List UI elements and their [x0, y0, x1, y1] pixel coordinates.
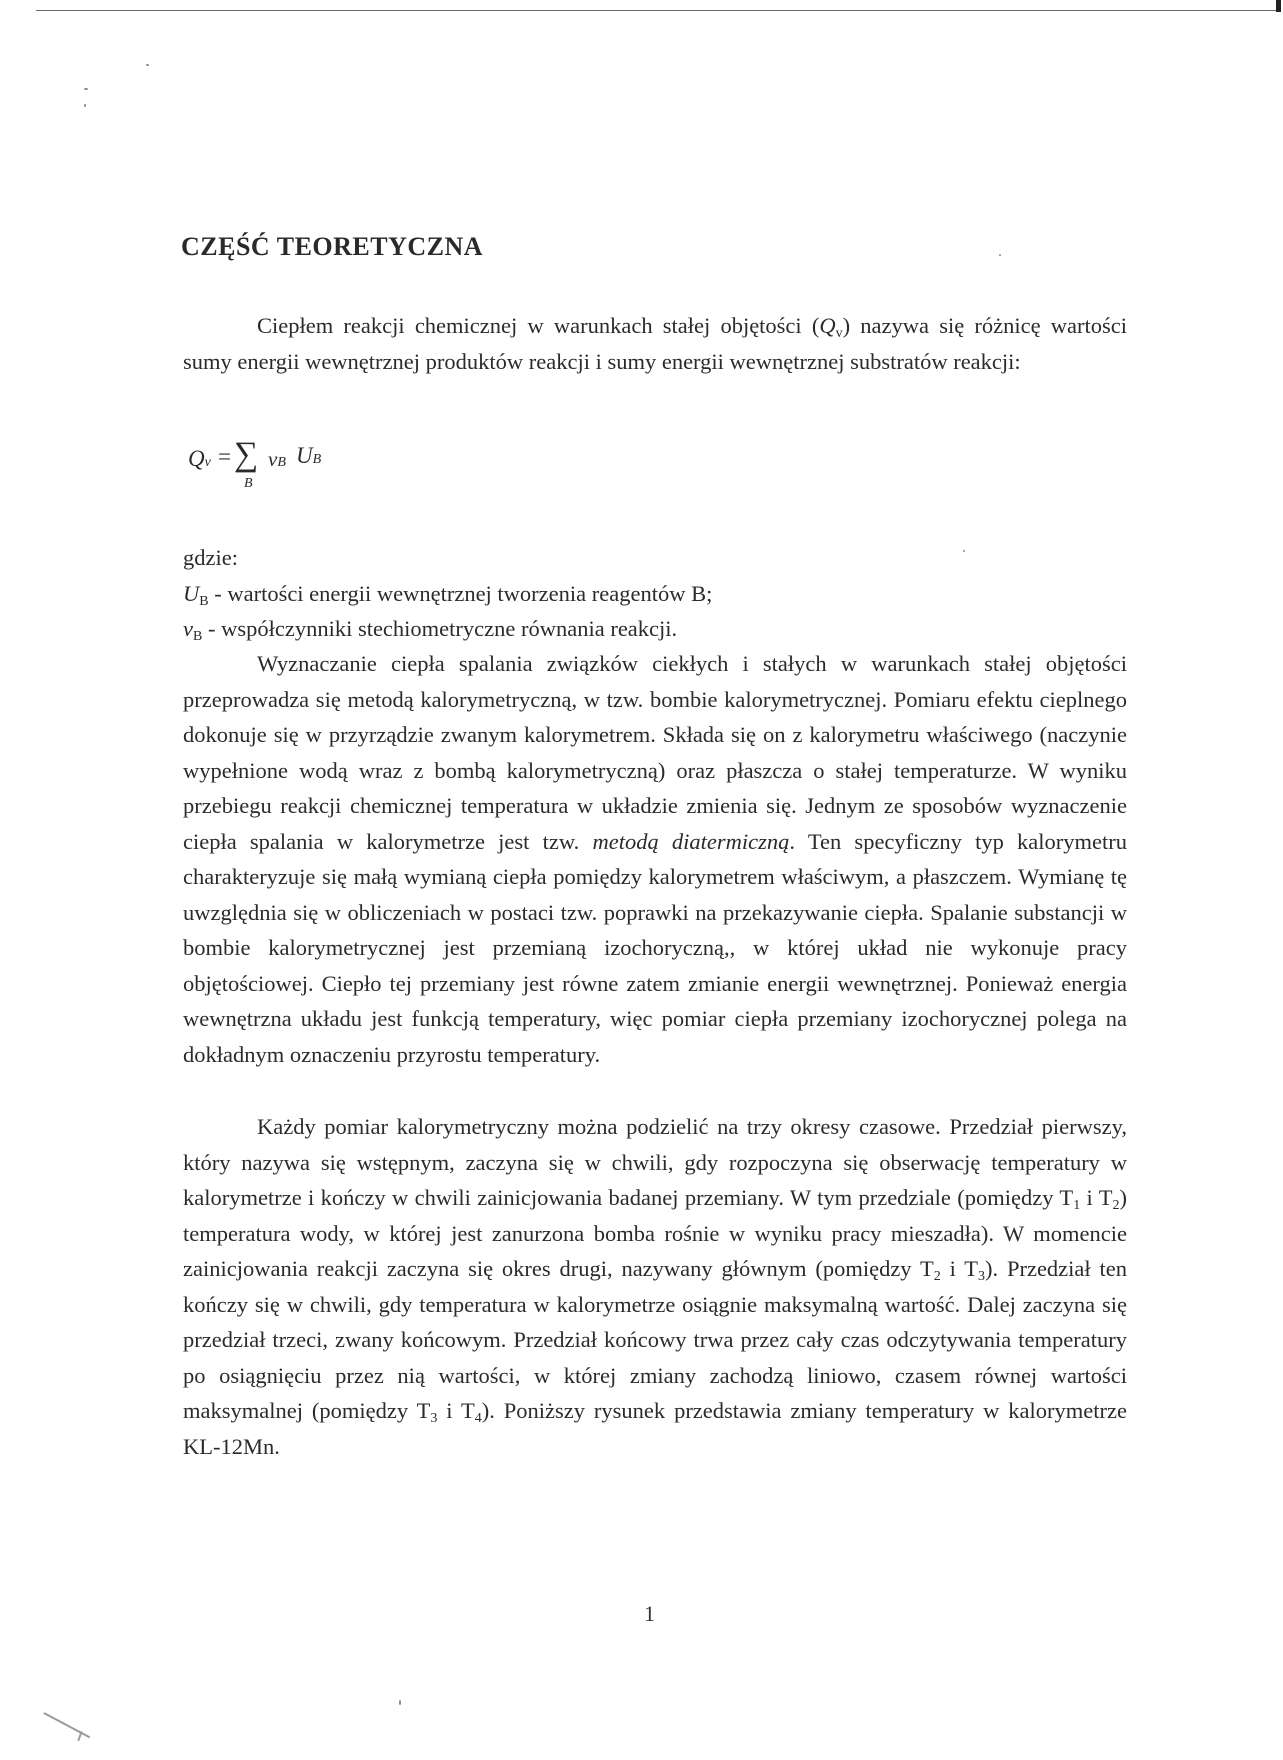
definition-nu-subscript: B	[193, 629, 203, 644]
scan-speck	[84, 88, 88, 90]
periods-and-2: i T	[940, 1256, 978, 1281]
subscript-t3: 3	[978, 1269, 985, 1284]
periods-text-1: Każdy pomiar kalorymetryczny można podzielić na trzy okresy czasowe. Przedział pierwszy, który nazywa się wstępnym, zaczyna się w chwili, gdy rozpoczyna się obserwację temperatury w kalorymetrze i kończy w chwili zainicjowania badanej przemiany. W tym przedziale (pomiędzy T	[183, 1114, 1127, 1210]
formula-sum-sign: ∑	[234, 436, 259, 473]
calorimetry-text-before: Wyznaczanie ciepła spalania związków ciekłych i stałych w warunkach stałej objętości przeprowadza się metodą kalorymetryczną, w tzw. bombie kalorymetrycznej. Pomiaru efektu cieplnego dokonuje się w przyrządzie zwanym kalorymetrem. Składa się on z kalorymetru właściwego (naczynie wypełnione wodą wraz z bombą kalorymetryczną) oraz płaszcza o stałej temperaturze. W wyniku przebiegu reakcji chemicznej temperatura w układzie zmienia się. Jednym ze sposobów wyznaczenie ciepła spalania w kalorymetrze jest tzw.	[183, 651, 1127, 854]
subscript-t4: 4	[474, 1411, 482, 1426]
definition-nu-symbol: ν	[183, 616, 193, 641]
scan-speck	[146, 64, 149, 66]
periods-and-3: i T	[437, 1398, 475, 1423]
periods-text-3: ). Przedział ten kończy się w chwili, gdy temperatura w kalorymetrze osiągnie maksymalną wartość. Dalej zaczyna się przedział trzeci, zwany końcowym. Przedział końcowy trwa przez cały czas odczytywania temperatury po osiągnięciu przez nią wartości, w której zmiany zachodzą liniowo, czasem równej wartości maksymalnej (pomiędzy T	[183, 1256, 1127, 1423]
definition-nu	[183, 611, 1127, 647]
intro-q-subscript: v	[835, 326, 843, 341]
periods-text-2: ) temperatura wody, w której jest zanurzona bomba rośnie w wyniku pracy mieszadła). W momencie zainicjowania reakcji zaczyna się okres drugi, nazywany głównym (pomiędzy T	[183, 1185, 1128, 1281]
heat-formula	[188, 436, 388, 496]
formula-nu: vB	[268, 447, 286, 471]
section-heading: CZĘŚĆ TEORETYCZNA	[181, 232, 484, 261]
scan-speck	[399, 1700, 401, 1705]
scan-speck	[999, 254, 1001, 256]
subscript-t1: 1	[1073, 1198, 1081, 1213]
corner-mark	[1276, 0, 1281, 12]
intro-text-before: Ciepłem reakcji chemicznej w warunkach stałej objętości (	[257, 313, 820, 338]
scan-scuff	[77, 1731, 82, 1741]
page-number: 1	[644, 1601, 655, 1626]
definition-u	[183, 576, 1127, 612]
intro-paragraph	[183, 308, 1127, 379]
measurement-periods-paragraph	[183, 1109, 1127, 1464]
scan-scuff	[44, 1712, 91, 1738]
subscript-t2b: 2	[933, 1269, 941, 1284]
definition-nu-text: - współczynniki stechiometryczne równania reakcji.	[202, 616, 678, 641]
definition-u-text: - wartości energii wewnętrznej tworzenia reagentów B;	[208, 580, 713, 606]
definition-u-symbol: U	[183, 580, 200, 606]
formula-u-subscript: B	[312, 452, 322, 467]
formula-sum-index: B	[244, 476, 253, 491]
formula-q-subscript: v	[204, 455, 211, 470]
formula-q: Qv	[188, 446, 211, 471]
definitions-intro: gdzie:	[183, 545, 238, 570]
intro-text-after: ) nazywa się różnicę wartości sumy energii wewnętrznej produktów reakcji i sumy energii wewnętrznej substratów reakcji:	[183, 313, 1127, 374]
intro-q-symbol: Q	[819, 313, 836, 338]
calorimetry-text-after: . Ten specyficzny typ kalorymetru charakteryzuje się małą wymianą ciepła pomiędzy kalorymetrem właściwym, a płaszczem. Wymianę tę uwzględnia się w obliczeniach w postaci tzw. poprawki na przekazywanie ciepła. Spalanie substancji w bombie kalorymetrycznej jest przemianą izochoryczną,, w której układ nie wykonuje pracy objętościowej. Ciepło tej przemiany jest równe zatem zmianie energii wewnętrznej. Ponieważ energia wewnętrzna układu jest funkcją temperatury, więc pomiar ciepła przemiany izochorycznej polega na dokładnym oznaczeniu przyrostu temperatury.	[183, 828, 1127, 1067]
calorimetry-paragraph	[183, 646, 1127, 1072]
definitions-block	[183, 540, 1127, 647]
formula-nu-subscript: B	[277, 455, 286, 470]
periods-and-1: i T	[1080, 1185, 1113, 1210]
formula-u: UB	[296, 443, 322, 468]
formula-equals: =	[218, 444, 231, 469]
periods-text-4: ). Poniższy rysunek przedstawia zmiany temperatury w kalorymetrze KL-12Mn.	[183, 1398, 1127, 1459]
calorimetry-italic-term: metodą diatermiczną	[592, 828, 790, 854]
subscript-t2: 2	[1112, 1198, 1120, 1213]
definition-u-subscript: B	[199, 593, 209, 609]
scan-speck	[84, 104, 86, 107]
top-scan-rule	[36, 10, 1276, 11]
subscript-t3b: 3	[430, 1411, 438, 1426]
